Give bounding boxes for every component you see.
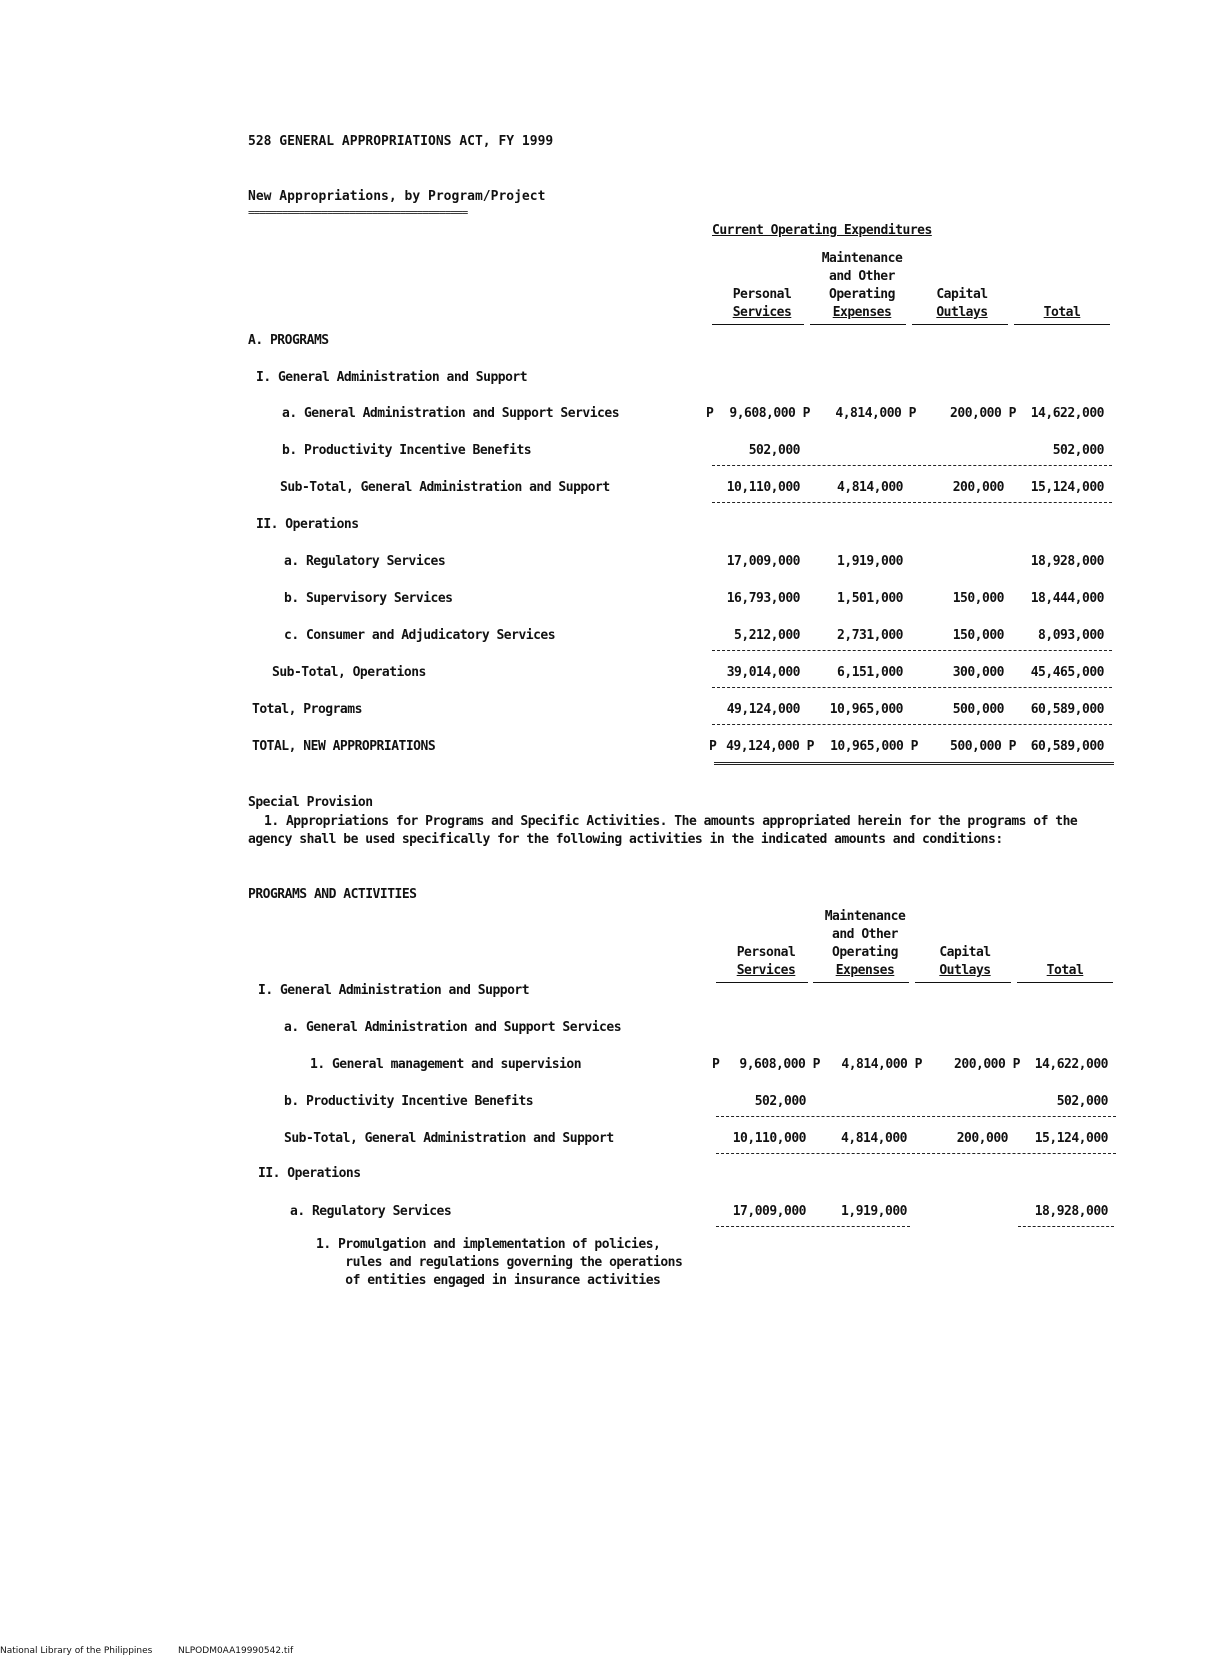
cell-ps: 502,000 [754,1094,806,1109]
cell-total: 60,589,000 [1030,702,1104,717]
t2-header-rule-total [1017,982,1113,983]
double-rule [714,762,1114,765]
cell-mooe: 4,814,000 [841,1131,907,1146]
row-label: b. Productivity Incentive Benefits [284,1094,534,1109]
cell-total: 15,124,000 [1030,480,1104,495]
cell-ps: 17,009,000 [732,1204,806,1219]
row-label: Sub-Total, Operations [272,665,426,680]
t2-gas-label: I. General Administration and Support [258,983,530,998]
cell-total: 18,928,000 [1030,554,1104,569]
peso-sign: P [712,1057,720,1072]
cell-co: 200,000 [956,1131,1008,1146]
t2-col-header-capital [915,944,1015,980]
col-header-capital-line1: Capital [936,287,988,302]
dashed-rule [712,724,1112,725]
t2-col-header-capital-line1: Capital [939,945,991,960]
cell-ps: 49,124,000 P [726,739,814,754]
col-header-mooe-line2: and Other [829,269,895,284]
col-header-capital-line2: Outlays [936,305,988,320]
t2-header-rule-personal [716,982,808,983]
t2-col-header-mooe-line2: and Other [832,927,898,942]
dashed-rule [716,1116,1116,1117]
peso-sign: P [709,739,717,754]
special-provision-text: 1. Appropriations for Programs and Specific Activities. The amounts appropriated herein for the programs of the agency shall be used specifically for the following activities in the indicated amounts and conditions: [248,814,1078,847]
t2-col-header-personal-line1: Personal [736,945,796,960]
row-label: a. General Administration and Support Services [282,406,620,421]
t2-col-header-mooe-line3: Operating [832,945,898,960]
col-header-capital [912,286,1012,322]
dashed-rule [712,465,1112,466]
row-label: a. Regulatory Services [290,1204,452,1219]
col-header-personal [712,286,812,322]
cell-total: 18,444,000 [1030,591,1104,606]
activity-line: of entities engaged in insurance activities [316,1273,661,1288]
cell-total: 502,000 [1056,1094,1108,1109]
page-header: 528 GENERAL APPROPRIATIONS ACT, FY 1999 [248,134,554,149]
cell-mooe: 1,919,000 [837,554,903,569]
cell-co: 300,000 [952,665,1004,680]
cell-mooe: 1,501,000 [837,591,903,606]
t2-col-header-personal-line2: Services [736,963,796,978]
section-title: New Appropriations, by Program/Project [248,189,546,204]
peso-sign: P [706,406,714,421]
header-rule-personal [712,324,804,325]
cell-co: 200,000 P [950,406,1016,421]
programs-activities-title: PROGRAMS AND ACTIVITIES [248,887,417,902]
t2-col-header-mooe-line1: Maintenance [824,909,906,924]
header-rule-total [1014,324,1110,325]
cell-ps: 39,014,000 [726,665,800,680]
section-title-rule: ======================================= [248,206,468,219]
cell-ps: 16,793,000 [726,591,800,606]
row-label: Total, Programs [252,702,362,717]
dashed-rule [712,502,1112,503]
footer-file: NLPODM0AA19990542.tif [178,1646,294,1656]
special-provision-title: Special Provision [248,795,373,810]
cell-ps: 17,009,000 [726,554,800,569]
cell-total: 8,093,000 [1038,628,1104,643]
row-label: a. Regulatory Services [284,554,446,569]
cell-co: 500,000 [952,702,1004,717]
cell-mooe: 4,814,000 P [835,406,916,421]
cell-mooe: 4,814,000 P [841,1057,922,1072]
cell-co: 200,000 P [954,1057,1020,1072]
row-label: b. Supervisory Services [284,591,453,606]
cell-ps: 5,212,000 [734,628,800,643]
col-header-mooe-line3: Operating [829,287,895,302]
col-header-mooe-line1: Maintenance [821,251,903,266]
col-header-personal-line1: Personal [732,287,792,302]
t2-col-header-capital-line2: Outlays [939,963,991,978]
cell-mooe: 1,919,000 [841,1204,907,1219]
activity-description [316,1236,682,1290]
col-header-total: Total [1043,305,1081,320]
row-label: Sub-Total, General Administration and Support [284,1131,614,1146]
header-rule-capital [912,324,1008,325]
cell-total: 14,622,000 [1034,1057,1108,1072]
header-rule-mooe [810,324,906,325]
t2-ops-label: II. Operations [258,1166,361,1181]
row-label: b. Productivity Incentive Benefits [282,443,532,458]
cell-mooe: 6,151,000 [837,665,903,680]
t2-header-rule-capital [915,982,1011,983]
gas-label: I. General Administration and Support [256,370,528,385]
col-header-personal-line2: Services [732,305,792,320]
dashed-rule [716,1153,1116,1154]
cell-ps: 502,000 [748,443,800,458]
t2-header-rule-mooe [813,982,909,983]
row-label: Sub-Total, General Administration and Support [280,480,610,495]
cell-co: 150,000 [952,591,1004,606]
activity-line: 1. Promulgation and implementation of policies, [316,1237,661,1252]
cell-ps: 10,110,000 [726,480,800,495]
activity-line: rules and regulations governing the operations [316,1255,683,1270]
cell-total: 14,622,000 [1030,406,1104,421]
t2-gass-label: a. General Administration and Support Services [284,1020,622,1035]
cell-total: 45,465,000 [1030,665,1104,680]
cell-co: 500,000 P [950,739,1016,754]
cell-mooe: 10,965,000 P [830,739,918,754]
dashed-rule [712,687,1112,688]
cell-ps: 49,124,000 [726,702,800,717]
cell-total: 502,000 [1052,443,1104,458]
t2-col-header-mooe [815,908,915,980]
col-header-mooe [812,250,912,322]
cell-ps: 9,608,000 P [729,406,810,421]
t2-col-header-mooe-line4: Expenses [835,963,895,978]
row-label: TOTAL, NEW APPROPRIATIONS [252,739,436,754]
row-label: 1. General management and supervision [310,1057,582,1072]
col-header-mooe-line4: Expenses [832,305,892,320]
cell-ps: 10,110,000 [732,1131,806,1146]
programs-label: A. PROGRAMS [248,333,329,348]
cell-mooe: 10,965,000 [829,702,903,717]
cell-mooe: 4,814,000 [837,480,903,495]
cell-mooe: 2,731,000 [837,628,903,643]
t2-col-header-total: Total [1046,963,1084,978]
cell-total: 15,124,000 [1034,1131,1108,1146]
cell-ps: 9,608,000 P [739,1057,820,1072]
cell-co: 150,000 [952,628,1004,643]
cell-total: 60,589,000 [1030,739,1104,754]
cell-co: 200,000 [952,480,1004,495]
t2-col-header-personal [716,944,816,980]
ops-label: II. Operations [256,517,359,532]
dashed-rule [716,1226,910,1227]
dashed-rule [1018,1226,1114,1227]
cell-total: 18,928,000 [1034,1204,1108,1219]
current-operating-label: Current Operating Expenditures [712,223,932,238]
dashed-rule [712,650,1112,651]
footer-library: National Library of the Philippines [0,1646,153,1656]
row-label: c. Consumer and Adjudicatory Services [284,628,556,643]
